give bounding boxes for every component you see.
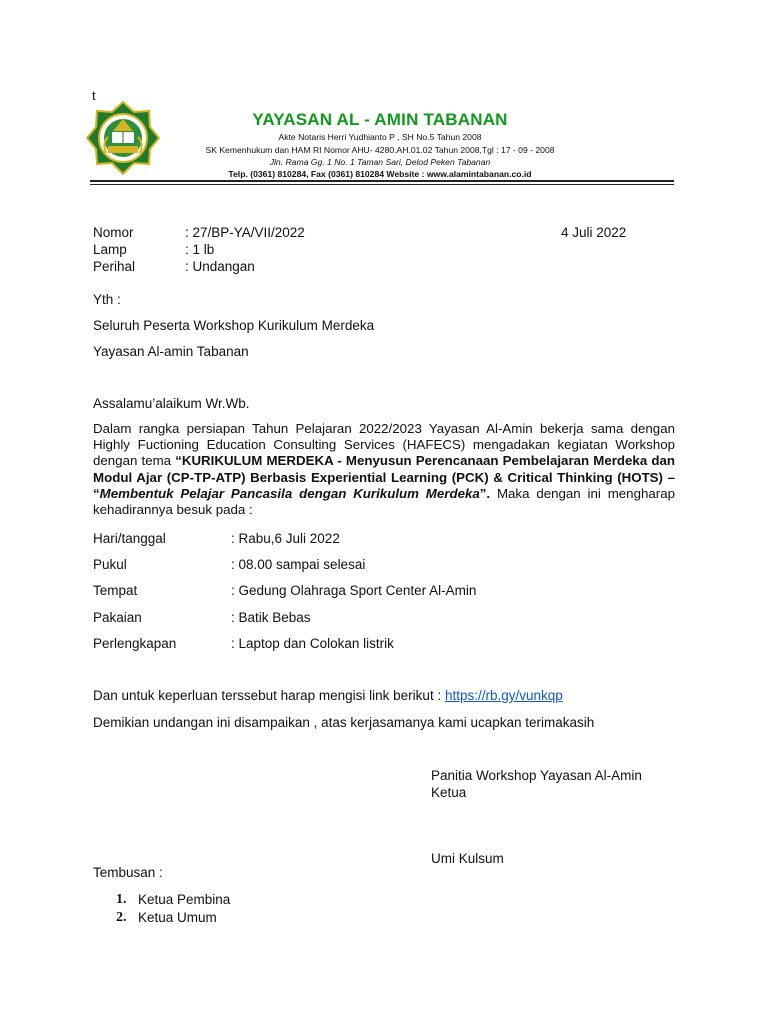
list-item: [93, 891, 230, 909]
address-line: Jln. Rama Gg. 1 No. 1 Taman Sari, Delod Peken Tabanan: [269, 157, 491, 167]
detail-value-time: : 08.00 sampai selesai: [231, 557, 366, 572]
detail-label-date: Hari/tanggal: [93, 531, 166, 546]
detail-label-attire: Pakaian: [93, 610, 142, 625]
stray-character: t: [92, 88, 96, 103]
yth-label: Yth :: [93, 292, 121, 307]
registration-link-line: [93, 688, 563, 704]
notary-deed-line: Akte Notaris Herri Yudhianto P , SH No.5 Tahun 2008: [278, 132, 482, 142]
workshop-theme-title: “KURIKULUM MERDEKA - Menyusun Perencanaan Pembelajaran Merdeka dan Modul Ajar (CP-TP-ATP) Berbasis Experiential Learning (PCK) & Critical Thinking (HOTS) – “: [93, 453, 675, 501]
letter-date: 4 Juli 2022: [561, 225, 627, 240]
lamp-value: : 1 lb: [185, 242, 215, 257]
registration-link[interactable]: https://rb.gy/vunkqp: [444, 688, 563, 703]
cc-label: Tembusan :: [93, 865, 163, 880]
invitation-paragraph: [93, 421, 675, 518]
signatory-name: Umi Kulsum: [431, 851, 504, 866]
ministry-decree-line: SK Kemenhukum dan HAM RI Nomor AHU- 4280.AH.01.02 Tahun 2008,Tgl : 17 - 09 - 2008: [205, 145, 555, 155]
perihal-label: Perihal: [93, 259, 136, 274]
cc-recipient: Ketua Umum: [138, 910, 217, 925]
detail-value-equipment: : Laptop dan Colokan listrik: [231, 636, 394, 651]
foundation-logo: [86, 101, 160, 175]
registration-instruction: Dan untuk keperluan terssebut harap mengisi link berikut :: [93, 688, 445, 703]
list-number: 1.: [116, 892, 127, 907]
recipient-line-1: Seluruh Peserta Workshop Kurikulum Merdeka: [93, 318, 375, 333]
detail-value-venue: : Gedung Olahraga Sport Center Al-Amin: [231, 583, 477, 598]
letterhead-divider-thick: [90, 180, 674, 182]
lamp-label: Lamp: [93, 242, 127, 257]
paragraph-intro: Dalam rangka persiapan Tahun Pelajaran 2022/2023 Yayasan Al-Amin bekerja sama dengan Highly Fuctioning Education Consulting Services (HAFECS) mengadakan kegiatan Workshop dengan tema: [93, 421, 675, 469]
detail-label-venue: Tempat: [93, 583, 138, 598]
letterhead-divider-thin: [90, 184, 674, 185]
closing-sentence: Demikian undangan ini disampaikan , atas kerjasamanya kami ucapkan terimakasih: [93, 715, 595, 730]
detail-label-equipment: Perlengkapan: [93, 636, 177, 651]
committee-name: Panitia Workshop Yayasan Al-Amin: [431, 768, 642, 783]
detail-value-attire: : Batik Bebas: [231, 610, 311, 625]
nomor-label: Nomor: [93, 225, 134, 240]
contact-line: Telp. (0361) 810284, Fax (0361) 810284 Website : www.alamintabanan.co.id: [228, 169, 532, 179]
committee-role: Ketua: [431, 785, 467, 800]
theme-close-quote: ”.: [479, 485, 491, 501]
recipient-line-2: Yayasan Al-amin Tabanan: [93, 344, 249, 359]
detail-value-date: : Rabu,6 Juli 2022: [231, 531, 340, 546]
perihal-value: : Undangan: [185, 259, 255, 274]
cc-recipient: Ketua Pembina: [138, 892, 231, 907]
detail-label-time: Pukul: [93, 557, 127, 572]
greeting: Assalamu’alaikum Wr.Wb.: [93, 396, 250, 411]
list-item: [93, 909, 230, 927]
workshop-theme-subtitle: Membentuk Pelajar Pancasila dengan Kurikulum Merdeka: [99, 485, 480, 501]
list-number: 2.: [116, 910, 127, 925]
nomor-value: : 27/BP-YA/VII/2022: [185, 225, 305, 240]
paragraph-outro: Maka dengan ini mengharap kehadirannya besuk pada :: [93, 485, 675, 518]
cc-list: [93, 891, 230, 927]
organization-name: YAYASAN AL - AMIN TABANAN: [252, 110, 508, 129]
